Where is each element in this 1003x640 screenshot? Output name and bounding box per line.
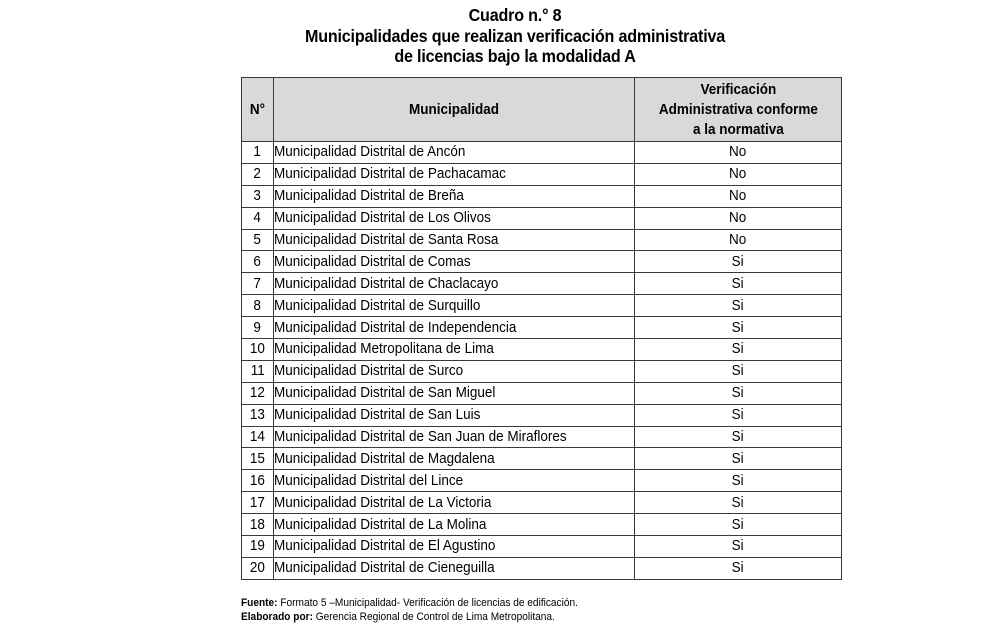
row-number-cell xyxy=(242,251,274,273)
author-label: Elaborado por: xyxy=(241,611,313,623)
caption-number: Cuadro n.° 8 xyxy=(468,5,562,25)
row-verificacion: Si xyxy=(731,296,745,314)
row-municipalidad: Municipalidad Distrital de El Agustino xyxy=(274,537,496,555)
row-verificacion-cell xyxy=(635,229,842,251)
row-municipalidad: Municipalidad Distrital de Surco xyxy=(274,362,464,380)
row-verificacion-cell xyxy=(635,360,842,382)
table-row xyxy=(242,492,842,514)
row-verificacion-cell xyxy=(635,273,842,295)
row-municipalidad-cell xyxy=(274,404,635,426)
row-verificacion-cell xyxy=(635,404,842,426)
header-verificacion xyxy=(635,78,842,142)
table-row xyxy=(242,557,842,579)
row-number-cell xyxy=(242,536,274,558)
table-row xyxy=(242,142,842,164)
row-number-cell xyxy=(242,470,274,492)
row-municipalidad: Municipalidad Metropolitana de Lima xyxy=(274,340,494,358)
row-number-cell xyxy=(242,492,274,514)
table-row xyxy=(242,448,842,470)
row-verificacion: Si xyxy=(731,559,745,577)
row-verificacion-cell xyxy=(635,317,842,339)
row-number: 15 xyxy=(249,449,266,467)
row-number-cell xyxy=(242,142,274,164)
table-row xyxy=(242,207,842,229)
table-row xyxy=(242,426,842,448)
row-municipalidad: Municipalidad Distrital de Ancón xyxy=(274,143,466,161)
row-municipalidad: Municipalidad Distrital de Independencia xyxy=(274,318,517,336)
table-row xyxy=(242,295,842,317)
row-verificacion-cell xyxy=(635,295,842,317)
table-body xyxy=(242,142,842,580)
table-row xyxy=(242,404,842,426)
row-municipalidad: Municipalidad Distrital de Surquillo xyxy=(274,296,481,314)
row-number-cell xyxy=(242,360,274,382)
row-number-cell xyxy=(242,339,274,361)
header-verificacion-line-1: Verificación xyxy=(700,80,776,98)
row-number: 11 xyxy=(250,362,265,380)
row-municipalidad-cell xyxy=(274,163,635,185)
row-number: 16 xyxy=(249,471,266,489)
row-verificacion-cell xyxy=(635,163,842,185)
row-number-cell xyxy=(242,514,274,536)
row-number-cell xyxy=(242,207,274,229)
row-number: 13 xyxy=(249,406,266,424)
row-municipalidad-cell xyxy=(274,470,635,492)
row-verificacion: Si xyxy=(731,340,745,358)
table-row xyxy=(242,273,842,295)
table-row xyxy=(242,229,842,251)
row-municipalidad-cell xyxy=(274,536,635,558)
row-number: 12 xyxy=(249,384,266,402)
header-number xyxy=(242,78,274,142)
row-municipalidad-cell xyxy=(274,207,635,229)
row-verificacion-cell xyxy=(635,492,842,514)
header-municipalidad xyxy=(274,78,635,142)
table-row xyxy=(242,251,842,273)
row-verificacion-cell xyxy=(635,251,842,273)
row-verificacion: Si xyxy=(731,449,745,467)
row-number-cell xyxy=(242,273,274,295)
row-municipalidad: Municipalidad Distrital de San Juan de Miraflores xyxy=(274,428,567,446)
row-municipalidad: Municipalidad Distrital de Chaclacayo xyxy=(274,274,499,292)
caption-title-line-1: Municipalidades que realizan verificación administrativa xyxy=(304,25,726,46)
row-number: 3 xyxy=(253,187,262,205)
row-verificacion: Si xyxy=(731,274,745,292)
row-municipalidad-cell xyxy=(274,492,635,514)
row-municipalidad-cell xyxy=(274,426,635,448)
row-verificacion-cell xyxy=(635,382,842,404)
row-verificacion-cell xyxy=(635,514,842,536)
row-municipalidad: Municipalidad Distrital de Los Olivos xyxy=(274,209,491,227)
row-municipalidad: Municipalidad Distrital del Lince xyxy=(274,471,464,489)
row-number-cell xyxy=(242,557,274,579)
table-row xyxy=(242,514,842,536)
table-row xyxy=(242,317,842,339)
row-municipalidad-cell xyxy=(274,185,635,207)
row-verificacion-cell xyxy=(635,448,842,470)
row-verificacion: No xyxy=(729,231,747,248)
row-municipalidad: Municipalidad Distrital de Breña xyxy=(274,187,464,205)
row-municipalidad: Municipalidad Distrital de San Miguel xyxy=(274,384,496,402)
row-verificacion: Si xyxy=(731,252,745,270)
row-number: 18 xyxy=(249,515,266,533)
row-municipalidad-cell xyxy=(274,229,635,251)
row-municipalidad-cell xyxy=(274,514,635,536)
row-verificacion: Si xyxy=(731,515,745,533)
row-verificacion: No xyxy=(729,143,747,161)
footnotes xyxy=(241,596,578,624)
row-municipalidad-cell xyxy=(274,382,635,404)
caption-title-line-2: de licencias bajo la modalidad A xyxy=(394,46,636,66)
table-row xyxy=(242,185,842,207)
row-number: 20 xyxy=(249,559,266,577)
table-row xyxy=(242,382,842,404)
row-municipalidad-cell xyxy=(274,339,635,361)
row-number: 8 xyxy=(253,296,262,314)
row-verificacion: Si xyxy=(731,428,745,446)
row-verificacion: No xyxy=(729,209,747,227)
row-verificacion: Si xyxy=(731,384,745,402)
row-verificacion: Si xyxy=(731,471,745,489)
table-caption xyxy=(41,5,989,67)
row-number: 7 xyxy=(253,274,262,292)
row-number-cell xyxy=(242,426,274,448)
row-verificacion: No xyxy=(729,187,747,205)
row-municipalidad-cell xyxy=(274,273,635,295)
header-number-label: N° xyxy=(249,100,266,118)
table-row xyxy=(242,360,842,382)
row-verificacion-cell xyxy=(635,536,842,558)
row-municipalidad-cell xyxy=(274,295,635,317)
row-number: 10 xyxy=(249,340,266,358)
table-row xyxy=(242,339,842,361)
row-number-cell xyxy=(242,295,274,317)
author-text: Gerencia Regional de Control de Lima Metropolitana. xyxy=(312,611,555,623)
row-number-cell xyxy=(242,404,274,426)
table-row xyxy=(242,470,842,492)
row-municipalidad: Municipalidad Distrital de Santa Rosa xyxy=(274,231,499,248)
row-verificacion-cell xyxy=(635,426,842,448)
row-number-cell xyxy=(242,185,274,207)
municipalidades-table xyxy=(241,77,842,580)
author-note xyxy=(241,610,578,624)
row-municipalidad-cell xyxy=(274,557,635,579)
row-number: 4 xyxy=(253,209,262,227)
row-municipalidad-cell xyxy=(274,142,635,164)
header-verificacion-line-2: Administrativa conforme xyxy=(658,100,818,118)
source-note xyxy=(241,596,578,610)
row-number: 19 xyxy=(249,537,266,555)
row-verificacion-cell xyxy=(635,557,842,579)
row-number: 2 xyxy=(253,165,262,183)
row-municipalidad-cell xyxy=(274,448,635,470)
row-municipalidad: Municipalidad Distrital de San Luis xyxy=(274,406,481,424)
row-municipalidad-cell xyxy=(274,317,635,339)
row-verificacion-cell xyxy=(635,185,842,207)
row-number-cell xyxy=(242,448,274,470)
row-number-cell xyxy=(242,163,274,185)
header-row xyxy=(242,78,842,142)
row-number: 5 xyxy=(253,231,262,248)
row-municipalidad-cell xyxy=(274,251,635,273)
row-number-cell xyxy=(242,229,274,251)
row-number: 6 xyxy=(253,252,262,270)
row-verificacion-cell xyxy=(635,142,842,164)
row-municipalidad: Municipalidad Distrital de La Molina xyxy=(274,515,487,533)
row-number: 14 xyxy=(249,428,266,446)
row-number: 9 xyxy=(253,318,262,336)
row-verificacion-cell xyxy=(635,470,842,492)
row-verificacion: Si xyxy=(731,406,745,424)
row-number: 1 xyxy=(253,143,262,161)
row-verificacion-cell xyxy=(635,339,842,361)
row-verificacion: No xyxy=(729,165,747,183)
row-verificacion: Si xyxy=(731,493,745,511)
row-number: 17 xyxy=(249,493,266,511)
table-row xyxy=(242,163,842,185)
row-municipalidad: Municipalidad Distrital de Cieneguilla xyxy=(274,559,495,577)
row-municipalidad: Municipalidad Distrital de Comas xyxy=(274,252,471,270)
row-municipalidad: Municipalidad Distrital de Pachacamac xyxy=(274,165,506,183)
source-label: Fuente: xyxy=(241,597,278,609)
row-verificacion-cell xyxy=(635,207,842,229)
header-verificacion-label xyxy=(658,80,817,140)
row-verificacion: Si xyxy=(731,362,745,380)
header-municipalidad-label: Municipalidad xyxy=(408,100,499,118)
row-verificacion: Si xyxy=(731,537,745,555)
row-municipalidad-cell xyxy=(274,360,635,382)
row-municipalidad: Municipalidad Distrital de La Victoria xyxy=(274,493,492,511)
header-verificacion-line-3: a la normativa xyxy=(692,120,784,138)
row-municipalidad: Municipalidad Distrital de Magdalena xyxy=(274,449,495,467)
source-text: Formato 5 –Municipalidad- Verificación de licencias de edificación. xyxy=(277,597,578,609)
row-number-cell xyxy=(242,382,274,404)
row-number-cell xyxy=(242,317,274,339)
table-row xyxy=(242,536,842,558)
row-verificacion: Si xyxy=(731,318,745,336)
